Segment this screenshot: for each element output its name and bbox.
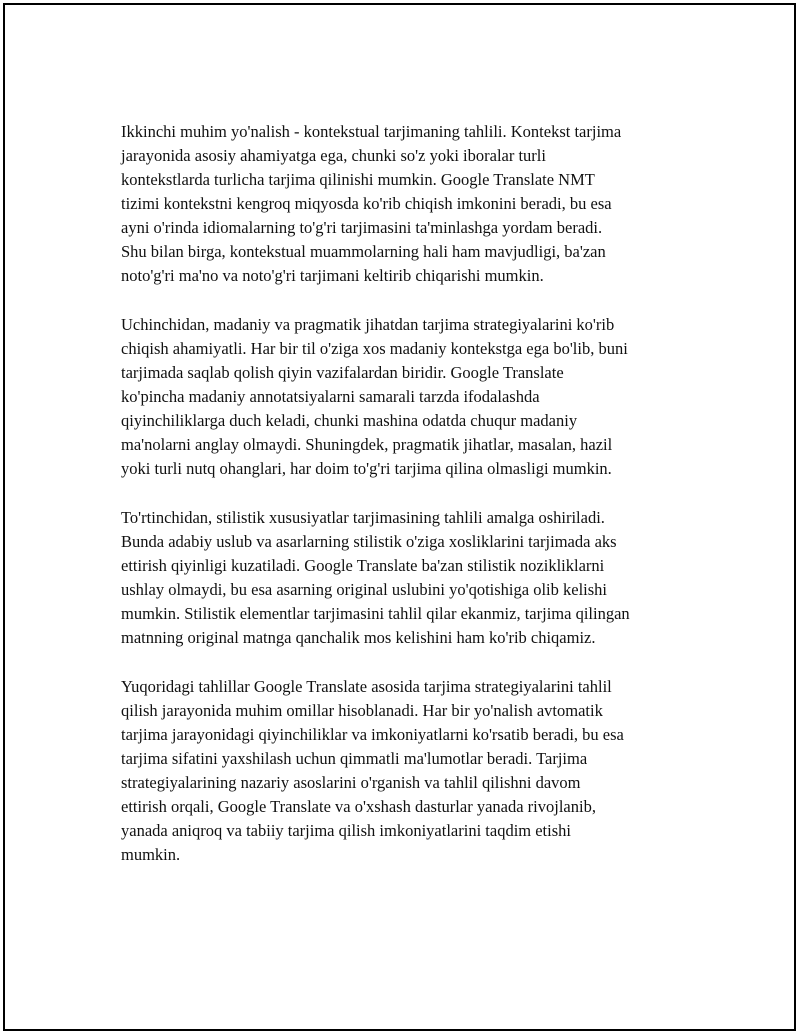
- document-body: [121, 120, 701, 892]
- text-line: ettirish qiyinligi kuzatiladi. Google Translate ba'zan stilistik nozikliklarni: [121, 556, 605, 575]
- text-line: tarjimada saqlab qolish qiyin vazifalardan biridir. Google Translate: [121, 363, 564, 382]
- text-line: noto'g'ri ma'no va noto'g'ri tarjimani keltirib chiqarishi mumkin.: [121, 266, 544, 285]
- text-line: Ikkinchi muhim yo'nalish - kontekstual tarjimaning tahlili. Kontekst tarjima: [121, 122, 622, 141]
- text-line: qiyinchiliklarga duch keladi, chunki mashina odatda chuqur madaniy: [121, 411, 578, 430]
- paragraph-stylistic-features: [121, 506, 701, 650]
- text-line: tarjima jarayonidagi qiyinchiliklar va imkoniyatlarni ko'rsatib beradi, bu esa: [121, 725, 624, 744]
- text-line: Bunda adabiy uslub va asarlarning stilistik o'ziga xosliklarini tarjimada aks: [121, 532, 617, 551]
- text-line: chiqish ahamiyatli. Har bir til o'ziga xos madaniy kontekstga ega bo'lib, buni: [121, 339, 628, 358]
- paragraph-conclusion: [121, 675, 701, 867]
- text-line: To'rtinchidan, stilistik xususiyatlar tarjimasining tahlili amalga oshiriladi.: [121, 508, 605, 527]
- text-line: strategiyalarining nazariy asoslarini o'rganish va tahlil qilishni davom: [121, 773, 581, 792]
- text-line: ettirish orqali, Google Translate va o'xshash dasturlar yanada rivojlanib,: [121, 797, 596, 816]
- document-page: [3, 3, 796, 1031]
- text-line: yoki turli nutq ohanglari, har doim to'g'ri tarjima qilina olmasligi mumkin.: [121, 459, 612, 478]
- text-line: ma'nolarni anglay olmaydi. Shuningdek, pragmatik jihatlar, masalan, hazil: [121, 435, 613, 454]
- text-line: mumkin. Stilistik elementlar tarjimasini tahlil qilar ekanmiz, tarjima qilingan: [121, 604, 630, 623]
- paragraph-contextual-translation: [121, 120, 701, 288]
- text-line: Shu bilan birga, kontekstual muammolarning hali ham mavjudligi, ba'zan: [121, 242, 606, 261]
- text-line: mumkin.: [121, 845, 181, 864]
- text-line: tarjima sifatini yaxshilash uchun qimmatli ma'lumotlar beradi. Tarjima: [121, 749, 588, 768]
- text-line: Uchinchidan, madaniy va pragmatik jihatdan tarjima strategiyalarini ko'rib: [121, 315, 615, 334]
- text-line: qilish jarayonida muhim omillar hisoblanadi. Har bir yo'nalish avtomatik: [121, 701, 603, 720]
- text-line: ushlay olmaydi, bu esa asarning original uslubini yo'qotishiga olib kelishi: [121, 580, 608, 599]
- text-line: tizimi kontekstni kengroq miqyosda ko'rib chiqish imkonini beradi, bu esa: [121, 194, 612, 213]
- text-line: matnning original matnga qanchalik mos kelishini ham ko'rib chiqamiz.: [121, 628, 596, 647]
- paragraph-cultural-pragmatic: [121, 313, 701, 481]
- text-line: yanada aniqroq va tabiiy tarjima qilish imkoniyatlarini taqdim etishi: [121, 821, 571, 840]
- text-line: jarayonida asosiy ahamiyatga ega, chunki so'z yoki iboralar turli: [121, 146, 546, 165]
- text-line: Yuqoridagi tahlillar Google Translate asosida tarjima strategiyalarini tahlil: [121, 677, 612, 696]
- text-line: ayni o'rinda idiomalarning to'g'ri tarjimasini ta'minlashga yordam beradi.: [121, 218, 603, 237]
- text-line: kontekstlarda turlicha tarjima qilinishi mumkin. Google Translate NMT: [121, 170, 595, 189]
- text-line: ko'pincha madaniy annotatsiyalarni samarali tarzda ifodalashda: [121, 387, 540, 406]
